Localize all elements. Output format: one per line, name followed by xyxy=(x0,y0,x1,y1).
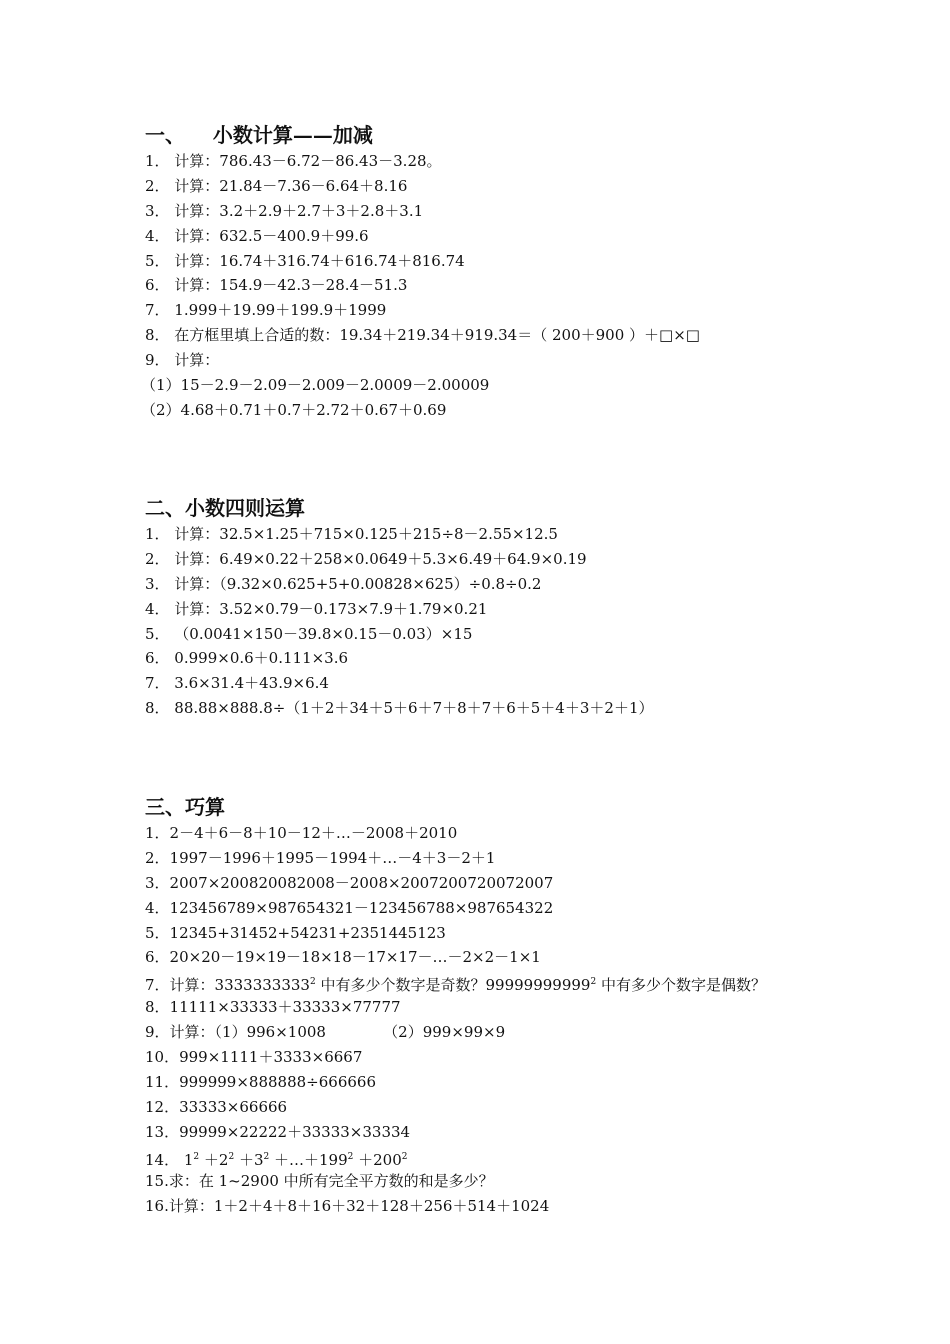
exponent: 2 xyxy=(263,1151,270,1162)
section-heading: 二、小数四则运算 xyxy=(145,496,305,520)
exponent: 2 xyxy=(401,1151,408,1162)
problem-line: 6． 计算：154.9－42.3－28.4－51.3 xyxy=(145,276,408,295)
problem-line xyxy=(145,1145,845,1170)
exponent: 2 xyxy=(309,977,316,988)
problem-line: 13．99999×22222＋33333×33334 xyxy=(145,1122,411,1141)
problem-line: 1．2－4＋6－8＋10－12＋…－2008＋2010 xyxy=(145,824,458,842)
problem-line: 4． 计算：632.5－400.9＋99.6 xyxy=(145,226,369,245)
problem-text: ＋2 xyxy=(199,1150,229,1169)
problem-subline: （1）15－2.9－2.09－2.009－2.0009－2.00009 xyxy=(141,376,490,395)
problem-line: 6． 0.999×0.6＋0.111×3.6 xyxy=(145,649,349,668)
exponent: 2 xyxy=(228,1151,235,1162)
exponent: 2 xyxy=(193,1151,200,1162)
problem-line: 5． （0.0041×150－39.8×0.15－0.03）×15 xyxy=(145,624,473,643)
problem-line: 16.计算：1＋2＋4＋8＋16＋32＋128＋256＋514＋1024 xyxy=(145,1197,550,1216)
problem-text: ＋3 xyxy=(234,1150,264,1169)
problem-line: 10．999×1111＋3333×6667 xyxy=(145,1048,363,1067)
section-decimal-four-operations xyxy=(145,494,845,721)
problem-line: 8．11111×33333＋33333×77777 xyxy=(145,998,401,1017)
problem-line: 11．999999×888888÷666666 xyxy=(145,1072,377,1091)
problem-line: 9． 计算： xyxy=(145,351,220,370)
section-clever-calculation xyxy=(145,793,845,1219)
section-heading: 三、巧算 xyxy=(145,795,225,819)
problem-line: 12．33333×66666 xyxy=(145,1097,288,1116)
problem-line: 4．123456789×987654321－123456788×987654322 xyxy=(145,898,554,917)
exponent: 2 xyxy=(590,977,597,988)
problem-line: 2．1997－1996＋1995－1994＋…－4＋3－2＋1 xyxy=(145,848,496,867)
problem-line: 3． 计算：（9.32×0.625+5+0.00828×625）÷0.8÷0.2 xyxy=(145,574,542,593)
problem-line: 1． 计算：32.5×1.25＋715×0.125＋215÷8－2.55×12.5 xyxy=(145,525,558,543)
problem-text: 7．计算：3333333333 xyxy=(145,976,310,995)
section-decimal-add-subtract xyxy=(141,121,845,423)
problem-line: 7． 1.999＋19.99＋199.9＋1999 xyxy=(145,301,387,320)
problem-line: 3． 计算：3.2＋2.9＋2.7＋3＋2.8＋3.1 xyxy=(145,201,424,220)
problem-subline: （2）4.68＋0.71＋0.7＋2.72＋0.67＋0.69 xyxy=(141,400,447,419)
problem-line: 7． 3.6×31.4＋43.9×6.4 xyxy=(145,674,329,693)
problem-line xyxy=(145,970,845,995)
problem-text: ＋200 xyxy=(353,1150,402,1169)
problem-line: 6．20×20－19×19－18×18－17×17－…－2×2－1×1 xyxy=(145,948,541,967)
section-heading: 一、 小数计算——加减 xyxy=(145,123,373,147)
problem-line: 3．2007×200820082008－2008×2007200720072007 xyxy=(145,873,554,892)
problem-text: 14． 1 xyxy=(145,1150,194,1169)
problem-line: 8． 88.88×888.8÷（1＋2＋34＋5＋6＋7＋8＋7＋6＋5＋4＋3＋2＋1） xyxy=(145,699,654,718)
problem-line: 2． 计算：6.49×0.22＋258×0.0649＋5.3×6.49＋64.9×0.19 xyxy=(145,549,587,568)
problem-line: 8． 在方框里填上合适的数：19.34＋219.34＋919.34＝（ 200＋900 ）＋□×□ xyxy=(145,326,700,345)
problem-line: 9．计算：（1）996×1008 （2）999×99×9 xyxy=(145,1023,506,1042)
exponent: 2 xyxy=(347,1151,354,1162)
problem-text: ＋…＋199 xyxy=(269,1150,348,1169)
problem-line: 1． 计算：786.43－6.72－86.43－3.28。 xyxy=(145,152,442,170)
problem-line: 4． 计算：3.52×0.79－0.173×7.9＋1.79×0.21 xyxy=(145,599,488,618)
problem-text: 中有多少个数字是奇数？99999999999 xyxy=(315,976,591,995)
problem-line: 5．12345+31452+54231+2351445123 xyxy=(145,923,446,942)
problem-line: 5． 计算：16.74＋316.74＋616.74＋816.74 xyxy=(145,251,465,270)
problem-line: 15.求：在 1~2900 中所有完全平方数的和是多少？ xyxy=(145,1172,494,1191)
problem-line: 2． 计算：21.84－7.36－6.64＋8.16 xyxy=(145,176,408,195)
problem-text: 中有多少个数字是偶数？ xyxy=(596,976,766,995)
